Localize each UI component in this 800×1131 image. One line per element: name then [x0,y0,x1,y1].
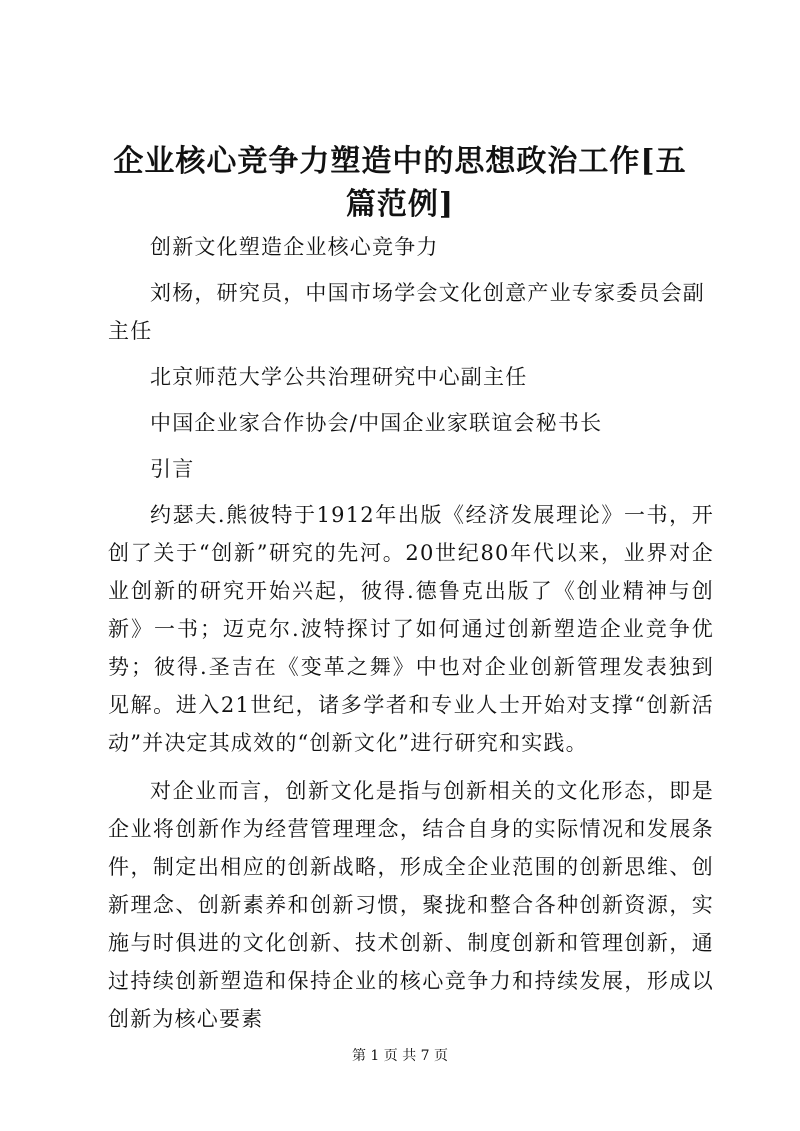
author-line-1: 刘杨，研究员，中国市场学会文化创意产业专家委员会副主任 [108,281,705,343]
page-number-footer: 第 1 页 共 7 页 [351,1048,449,1064]
paragraph-2: 对企业而言，创新文化是指与创新相关的文化形态，即是企业将创新作为经营管理理念，结合自身的实际情况和发展条件，制定出相应的创新战略，形成全企业范围的创新思维、创新理念、创新素养和创新习惯，聚拢和整合各种创新资源，实施与时俱进的文化创新、技术创新、制度创新和管理创新，通过持续创新塑造和保持企业的核心竞争力和持续发展，形成以创新为核心要素 [108,779,714,1031]
document-title: 企业核心竞争力塑造中的思想政治工作[五篇范例] [113,144,687,222]
author-line-2: 北京师范大学公共治理研究中心副主任 [150,365,528,389]
subtitle: 创新文化塑造企业核心竞争力 [150,235,439,259]
document-body [108,228,714,1038]
section-heading-introduction: 引言 [150,457,195,481]
paragraph-1: 约瑟夫.熊彼特于1912年出版《经济发展理论》一书，开创了关于“创新”研究的先河。20世纪80年代以来，业界对企业创新的研究开始兴起，彼得.德鲁克出版了《创业精神与创新》一书；迈克尔.波特探讨了如何通过创新塑造企业竞争优势；彼得.圣吉在《变革之舞》中也对企业创新管理发表独到见解。进入21世纪，诸多学者和专业人士开始对支撑“创新活动”并决定其成效的“创新文化”进行研究和实践。 [108,503,714,755]
author-line-3: 中国企业家合作协会/中国企业家联谊会秘书长 [150,411,603,435]
